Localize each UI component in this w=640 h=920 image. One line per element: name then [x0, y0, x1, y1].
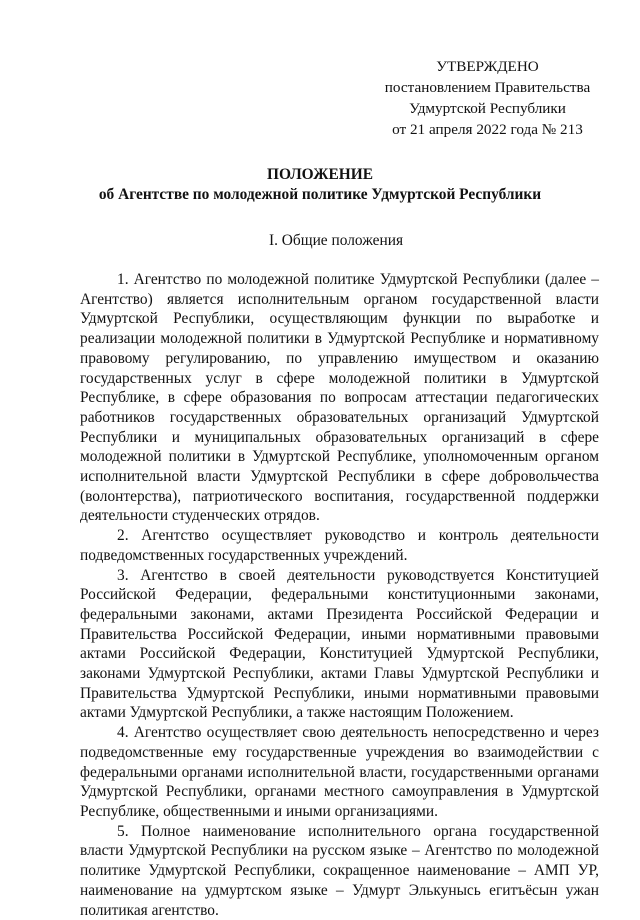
document-body: [80, 270, 599, 920]
section-heading: I. Общие положения: [268, 232, 404, 249]
approval-status: УТВЕРЖДЕНО: [436, 58, 539, 75]
paragraph-1: 1. Агентство по молодежной политике Удмуртской Республики (далее – Агентство) является исполнительным органом государственной власти Удмуртской Республики, осуществляющим функции по выработке и реализации молодежной политики в Удмуртской Республике и нормативному правовому регулированию, по управлению имуществом и оказанию государственных услуг в сфере молодежной политики в Удмуртской Республике, в сфере образования по вопросам аттестации педагогических работников государственных образовательных организаций Удмуртской Республики и муниципальных образовательных организаций в сфере молодежной политики в Удмуртской Республике, уполномоченным органом исполнительной власти Удмуртской Республики в сфере добровольчества (волонтерства), патриотического воспитания, государственной поддержки деятельности студенческих отрядов.: [80, 271, 599, 525]
paragraph-4: 4. Агентство осуществляет свою деятельность непосредственно и через подведомственные ему государственные учреждения во взаимодействии с федеральными органами исполнительной власти, государственными органами Удмуртской Республики, органами местного самоуправления в Удмуртской Республике, общественными и иными организациями.: [80, 724, 599, 820]
approval-decree-type: постановлением Правительства: [384, 79, 591, 96]
document-subtitle: об Агентстве по молодежной политике Удмуртской Республики: [98, 186, 542, 203]
approval-date-number: от 21 апреля 2022 года № 213: [392, 121, 583, 138]
paragraph-3: 3. Агентство в своей деятельности руководствуется Конституцией Российской Федерации, федеральными конституционными законами, федеральными законами, актами Президента Российской Федерации и Правительства Российской Федерации, иными нормативными правовыми актами Российской Федерации, Конституцией Удмуртской Республики, законами Удмуртской Республики, актами Главы Удмуртской Республики и Правительства Удмуртской Республики, иными нормативными правовыми актами Удмуртской Республики, а также настоящим Положением.: [80, 566, 599, 722]
document-title: ПОЛОЖЕНИЕ: [267, 166, 373, 183]
approval-stamp: [360, 56, 615, 140]
paragraph-5: 5. Полное наименование исполнительного органа государственной власти Удмуртской Республики на русском языке – Агентство по молодежной политике Удмуртской Республики, сокращенное наименование – АМП УР, наименование на удмуртском языке – Удмурт Элькунысь егитъёсын ужан политикая агентство.: [80, 822, 599, 919]
approval-government: Удмуртской Республики: [409, 100, 566, 117]
paragraph-2: 2. Агентство осуществляет руководство и контроль деятельности подведомственных государственных учреждений.: [80, 527, 599, 564]
